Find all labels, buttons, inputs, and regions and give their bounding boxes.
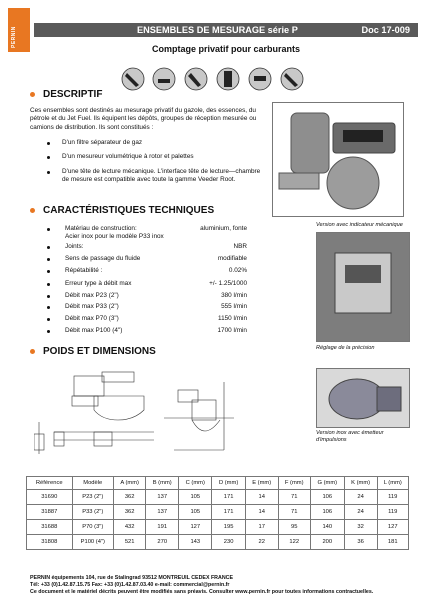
table-cell: 31887: [27, 505, 73, 520]
list-bullet-icon: [47, 318, 50, 321]
column-header: Modèle: [72, 477, 114, 490]
footer-address: 104, rue de Stalingrad 93512 MONTREUIL CEDEX FRANCE: [85, 575, 234, 581]
table-cell: 31690: [27, 490, 73, 505]
table-cell: P23 (2"): [72, 490, 114, 505]
table-cell: 137: [146, 490, 179, 505]
list-bullet-icon: [47, 270, 50, 273]
document-subtitle: Comptage privatif pour carburants: [151, 44, 301, 54]
inox-meter-illustration: [317, 369, 409, 427]
column-header: E (mm): [245, 477, 278, 490]
table-cell: 24: [344, 505, 377, 520]
table-cell: 71: [278, 490, 310, 505]
table-cell: 122: [278, 535, 310, 550]
table-cell: 14: [245, 490, 278, 505]
column-header: D (mm): [212, 477, 245, 490]
table-cell: 17: [245, 520, 278, 535]
table-row: [27, 535, 409, 550]
spec-value: 380 l/min: [221, 292, 247, 299]
meter-photo-mechanical: [316, 232, 410, 342]
table-cell: 230: [212, 535, 245, 550]
table-cell: 191: [146, 520, 179, 535]
spec-value: +/- 1.25/1000: [209, 280, 247, 287]
column-header: C (mm): [179, 477, 212, 490]
table-cell: 143: [179, 535, 212, 550]
list-bullet-icon: [47, 246, 50, 249]
orange-bullet-icon: [30, 349, 35, 354]
table-row: [27, 520, 409, 535]
specs-list: [0, 0, 270, 340]
spec-label: Répétabilité :: [65, 267, 103, 274]
spec-label: Matériau de construction:: [65, 225, 137, 232]
table-cell: 181: [377, 535, 408, 550]
list-bullet-icon: [47, 295, 50, 298]
table-cell: 105: [179, 490, 212, 505]
descriptif-heading: DESCRIPTIF: [30, 89, 102, 100]
table-row: [27, 505, 409, 520]
spec-value: 1150 l/min: [217, 315, 247, 322]
footer-company: PERNIN équipements: [30, 575, 85, 581]
table-cell: 432: [114, 520, 146, 535]
footer-address-line: [30, 575, 410, 581]
spec-value: 555 l/min: [221, 303, 247, 310]
dimensions-heading: POIDS ET DIMENSIONS: [30, 346, 156, 357]
table-cell: P33 (2"): [72, 505, 114, 520]
document-number: Doc 17-009: [361, 25, 410, 35]
spec-value: aluminium, fonte: [200, 225, 247, 232]
list-item: D'un filtre séparateur de gaz: [62, 139, 143, 146]
photo-caption: Version avec indicateur mécanique: [316, 222, 403, 228]
table-cell: 171: [212, 490, 245, 505]
meter-photo-inox: [316, 368, 410, 428]
table-cell: 105: [179, 505, 212, 520]
meter-photo-main: [272, 102, 404, 217]
table-cell: 36: [344, 535, 377, 550]
list-item: D'une tête de lecture mécanique. L'interface tête de lecture—chambre de mesure est compatible avec toute la gamme Veeder Root.: [62, 168, 261, 184]
table-cell: 24: [344, 490, 377, 505]
table-cell: 127: [377, 520, 408, 535]
table-cell: P100 (4"): [72, 535, 114, 550]
footer-contact: Tél: +33 (0)1.42.87.15.75 Fax: +33 (0)1.42.87.03.40 e-mail: commercial@pernin.fr: [30, 582, 230, 588]
table-cell: 106: [310, 490, 344, 505]
spec-label: Débit max P23 (2"): [65, 292, 119, 299]
table-cell: 362: [114, 505, 146, 520]
list-bullet-icon: [47, 330, 50, 333]
spec-label: Erreur type à débit max: [65, 280, 132, 287]
column-header: A (mm): [114, 477, 146, 490]
dimension-drawing: [34, 362, 304, 466]
list-bullet-icon: [47, 228, 50, 231]
table-cell: 31808: [27, 535, 73, 550]
column-header: Référence: [27, 477, 73, 490]
table-cell: P70 (3"): [72, 520, 114, 535]
table-cell: 14: [245, 505, 278, 520]
table-cell: 106: [310, 505, 344, 520]
list-bullet-icon: [47, 258, 50, 261]
column-header: G (mm): [310, 477, 344, 490]
spec-label: Débit max P70 (3"): [65, 315, 119, 322]
table-cell: 32: [344, 520, 377, 535]
table-row: [27, 490, 409, 505]
table-cell: 31688: [27, 520, 73, 535]
technical-drawing-svg: [34, 362, 304, 466]
table-cell: 140: [310, 520, 344, 535]
table-header-row: [27, 477, 409, 490]
specs-heading: CARACTÉRISTIQUES TECHNIQUES: [30, 205, 214, 216]
spec-label: Sens de passage du fluide: [65, 255, 141, 262]
spec-label: Joints:: [65, 243, 84, 250]
spec-value: modifiable: [217, 255, 247, 262]
table-cell: 22: [245, 535, 278, 550]
footer-notice: Ce document et le matériel décrits peuvent être modifiés sans préavis. Consulter www.pernin.fr pour toutes informations contractuelles.: [30, 589, 374, 595]
company-logo: PERNIN: [8, 8, 30, 52]
table-cell: 119: [377, 490, 408, 505]
spec-value: 1700 l/min: [217, 327, 247, 334]
document-title: ENSEMBLES DE MESURAGE série P: [137, 25, 298, 35]
list-item: D'un mesureur volumétrique à rotor et palettes: [62, 153, 194, 160]
spec-label: Débit max P100 (4"): [65, 327, 123, 334]
list-bullet-icon: [47, 283, 50, 286]
list-bullet-icon: [47, 306, 50, 309]
table-cell: 171: [212, 505, 245, 520]
column-header: L (mm): [377, 477, 408, 490]
table-cell: 127: [179, 520, 212, 535]
table-cell: 137: [146, 505, 179, 520]
table-cell: 521: [114, 535, 146, 550]
spec-label: Débit max P33 (2"): [65, 303, 119, 310]
mechanical-indicator-illustration: [317, 233, 409, 341]
table-cell: 119: [377, 505, 408, 520]
column-header: F (mm): [278, 477, 310, 490]
table-cell: 270: [146, 535, 179, 550]
dimensions-table: [26, 476, 409, 550]
table-cell: 362: [114, 490, 146, 505]
spec-extra: Acier inox pour le modèle P33 inox: [65, 233, 164, 240]
photo-caption: Version inox avec émetteur d'impulsions: [316, 430, 384, 443]
description-paragraph: Ces ensembles sont destinés au mesurage privatif du gazole, des essences, du pétrole et du Jet Fuel. Ils équipent les dépôts, groupes de réception mesurée ou camions de distribution. Ils sont constitués :: [30, 107, 257, 131]
table-cell: 200: [310, 535, 344, 550]
column-header: B (mm): [146, 477, 179, 490]
column-header: K (mm): [344, 477, 377, 490]
spec-value: NBR: [233, 243, 247, 250]
spec-value: 0.02%: [228, 267, 247, 274]
photo-caption: Réglage de la précision: [316, 345, 375, 351]
meter-illustration: [273, 103, 403, 216]
table-cell: 195: [212, 520, 245, 535]
table-cell: 95: [278, 520, 310, 535]
table-cell: 71: [278, 505, 310, 520]
